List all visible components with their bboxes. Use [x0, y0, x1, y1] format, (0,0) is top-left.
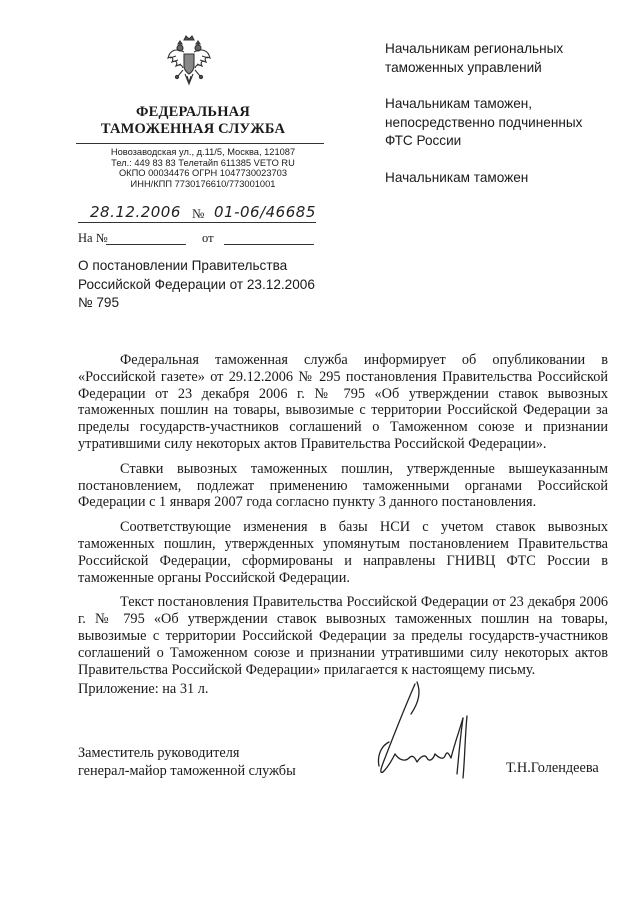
org-name-line-2: ТАМОЖЕННАЯ СЛУЖБА — [100, 121, 286, 137]
addressees-block — [385, 40, 615, 205]
signer-title-line: Заместитель руководителя — [78, 745, 240, 761]
handwritten-signature-icon — [355, 662, 505, 792]
body-paragraph: Соответствующие изменения в базы НСИ с учетом ставок вывозных таможенных пошлин, утвержденных упомянутым постановлением Правительства Российской Федерации, сформированы и направлены ГНИВЦ ФТС России в таможенные органы Российской Федерации. — [78, 519, 608, 586]
registration-number: 01-06/46685 — [214, 203, 316, 221]
reference-date-label: от — [202, 231, 214, 245]
signer-name: Т.Н.Голендеева — [506, 760, 599, 776]
address-line: Новозаводская ул., д.11/5, Москва, 121087 — [110, 147, 296, 157]
subject-line: № 795 — [78, 295, 120, 310]
address-line: ОКПО 00034476 ОГРН 1047730023703 — [118, 168, 288, 179]
signer-title — [78, 744, 358, 780]
addressee-line: Начальникам региональных — [385, 41, 564, 56]
letterhead-divider — [76, 143, 324, 144]
letter-body — [78, 352, 608, 678]
double-headed-eagle-emblem-icon — [166, 34, 212, 88]
reference-number-blank — [106, 244, 186, 245]
addressee-group — [385, 40, 615, 77]
addressee-line: таможенных управлений — [385, 59, 542, 75]
org-name-line-1: ФЕДЕРАЛЬНАЯ — [135, 104, 251, 120]
reference-number-label: На № — [78, 231, 108, 245]
organization-name — [78, 104, 308, 138]
body-paragraph: Текст постановления Правительства Российской Федерации от 23 декабря 2006 г. № 795 «Об утверждении ставок вывозных таможенных пошлин на товары, вывозимые с территории Российской Федерации за пределы государств-участников соглашений о Таможенном союзе и признании утратившими силу некоторых актов Правительства Российской Федерации» прилагается к настоящему письму. — [78, 594, 608, 678]
attachment-note: Приложение: на 31 л. — [78, 681, 209, 697]
registration-number-label: № — [192, 206, 205, 221]
registration-line — [78, 203, 318, 227]
subject-line: Российской Федерации от 23.12.2006 — [78, 276, 315, 292]
body-paragraph: Федеральная таможенная служба информирует об опубликовании в «Российской газете» от 29.12.2006 № 295 постановления Правительства Российской Федерации от 23 декабря 2006 г. № 795 «Об утверждении ставок вывозных таможенных пошлин на товары, вывозимые с территории Российской Федерации за пределы государств-участников соглашений о Таможенном союзе и признании утратившими силу некоторых актов Правительства Российской Федерации». — [78, 352, 608, 452]
registration-underline — [78, 222, 316, 223]
address-line: Тел.: 449 83 83 Телетайп 611385 VETO RU — [111, 157, 295, 168]
subject-line: О постановлении Правительства — [78, 258, 288, 273]
organization-address — [88, 147, 318, 189]
addressee-line: ФТС России — [385, 133, 462, 148]
addressee-line: Начальникам таможен — [385, 169, 529, 185]
address-line: ИНН/КПП 7730176610/773001001 — [130, 178, 276, 189]
letter-subject — [78, 257, 338, 313]
body-paragraph: Ставки вывозных таможенных пошлин, утвержденные вышеуказанным постановлением, подлежат применению таможенными органами Российской Федерации с 1 января 2007 года согласно пункту 3 данного постановления. — [78, 460, 608, 511]
reference-date-blank — [224, 244, 314, 245]
addressee-line: непосредственно подчиненных — [385, 114, 583, 130]
registration-date: 28.12.2006 — [90, 203, 181, 221]
reference-line — [78, 231, 318, 249]
addressee-group — [385, 95, 615, 151]
signer-title-line: генерал-майор таможенной службы — [78, 763, 296, 779]
addressee-group — [385, 169, 615, 188]
addressee-line: Начальникам таможен, — [385, 96, 533, 111]
